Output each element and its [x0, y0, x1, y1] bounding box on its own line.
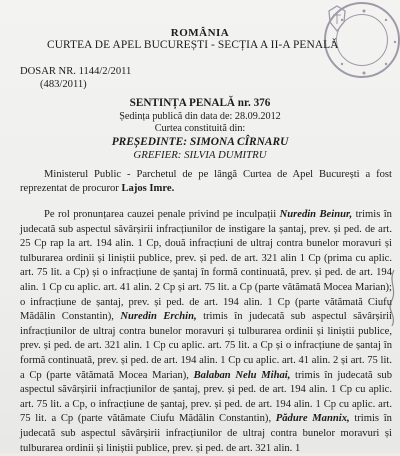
country-heading: ROMÂNIA	[170, 27, 230, 39]
court-heading: CURTEA DE APEL BUCUREȘTI - SECȚIA A II-A PENALĂ	[47, 39, 339, 51]
prosecution-paragraph	[20, 168, 392, 197]
prosecutor-name: Lajos Imre.	[121, 183, 175, 195]
paragraph-part-e: trimis în judecată sub aspectul săvârșirii infracțiunilor de ultraj contra bunelor moravuri și tulburarea ordinii și liniștii publice, prev. și ped. de art. 321 alin. 1	[20, 413, 392, 454]
defendant-name-4: Pădure Mannix,	[275, 413, 350, 425]
session-date: Ședința publică din data de: 28.09.2012	[119, 111, 281, 122]
paragraph-intro: Pe rol pronunțarea cauzei penale privind pe inculpații	[44, 209, 280, 220]
case-number: DOSAR NR. 1144/2/2011	[20, 66, 132, 77]
paragraph-part-c: trimis în judecată sub aspectul săvârșirii infracțiunilor de ultraj contra bunelor moravuri și tulburarea ordinii și liniștii publice, prev. și ped. de art. 321 alin. 1 Cp cu aplic. art. 75 lit. a Cp și o infracțiune de șantaj în formă continuată, prev. și ped. de art. 194 alin. 1 Cp cu aplic. art. 41 alin. 2 și art. 75 lit. a Cp (parte vătămată Mocea Marian),	[20, 311, 392, 381]
sentence-title: SENTINȚA PENALĂ nr. 376	[129, 97, 271, 109]
prosecution-text: Ministerul Public - Parchetul de pe lângă Curtea de Apel București a fost reprezentat de procuror	[20, 169, 392, 195]
paragraph-part-b: trimis în judecată sub aspectul săvârșirii infracțiunilor de instigare la șantaj, prev. și ped. de art. 25 Cp rap la art. 194 alin. 1 Cp, două infracțiuni de ultraj contra bunelor moravuri și tulburarea ordinii și liniștii publice, prev. și ped. de art. 321 alin 1 Cp (prima cu aplic. art. 75 lit. a Cp) și o infracțiune de șantaj în formă continuată, prev. și ped. de art. 194 alin. 1 Cp cu aplic. art. 41 alin. 2 Cp și art. 75 lit. a Cp (parte vătămată Mocea Marian); o infracțiune de șantaj, prev. și ped. de art. 194 alin. 1 Cp (parte vătămată Ciufu Mădălin Constantin),	[20, 209, 392, 323]
presiding-judge: PREȘEDINTE: SIMONA CÎRNARU	[111, 136, 289, 148]
defendant-name-2: Nuredin Erchin,	[120, 311, 197, 323]
defendant-name-1: Nuredin Beinur,	[279, 209, 353, 220]
margin-signature-mark	[386, 268, 400, 328]
case-paragraph	[20, 208, 392, 456]
court-composition-label: Curtea constituită din:	[154, 123, 246, 134]
old-case-number: (483/2011)	[40, 79, 87, 90]
paragraph-part-d: trimis în judecată sub aspectul săvârșirii infracțiunilor de șantaj, prev. și ped. de art. 194 alin. 1 Cp cu aplic. art. 75 lit. a Cp, o infracțiune de șantaj, prev. și ped. de art. 194 alin. 1 Cp cu aplic. art. 75 lit. a Cp (parte vătămate Ciufu Mădălin Constantin),	[20, 369, 393, 425]
defendant-name-3: Balaban Nelu Mihai,	[193, 369, 291, 381]
court-clerk: GREFIER: SILVIA DUMITRU	[133, 149, 267, 161]
